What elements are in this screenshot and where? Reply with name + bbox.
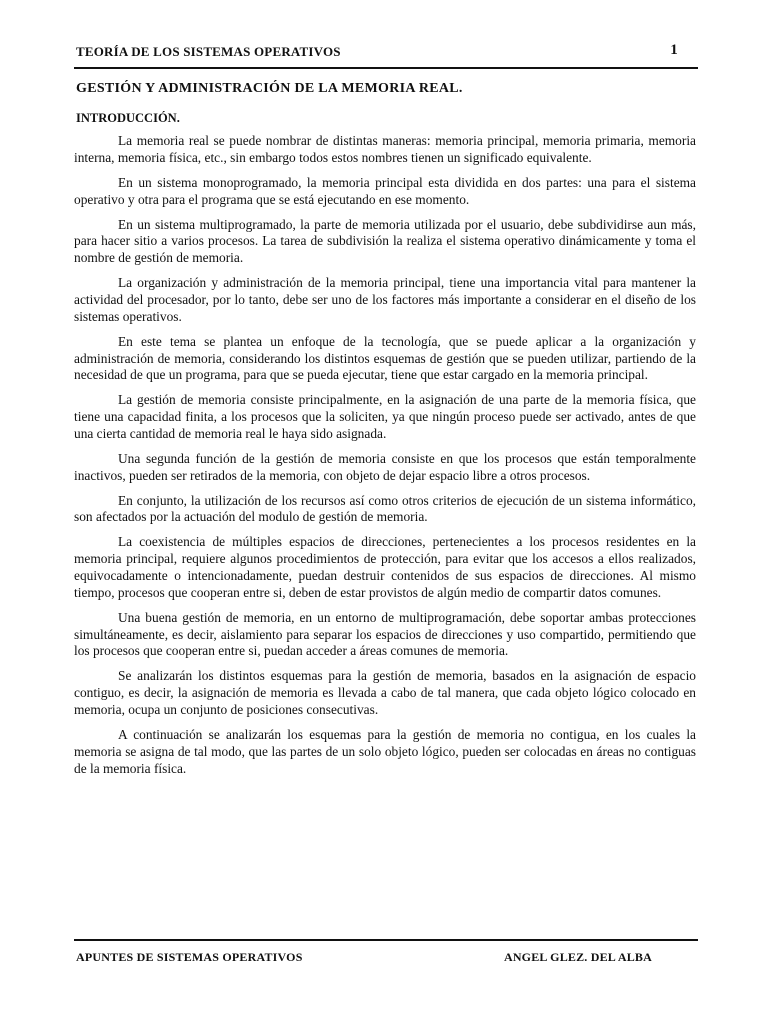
paragraph: La gestión de memoria consiste principalmente, en la asignación de una parte de la memoria física, que tiene una capacidad finita, a los procesos que la soliciten, ya que ningún proceso puede ser activado, antes de que una cierta cantidad de memoria real le haya sido asignada.	[74, 392, 696, 441]
paragraph: La organización y administración de la memoria principal, tiene una importancia vital para mantener la actividad del procesador, por lo tanto, debe ser uno de los factores más importante a considerar en el diseño de los sistemas operativos.	[74, 275, 696, 324]
header-title: TEORÍA DE LOS SISTEMAS OPERATIVOS	[76, 44, 341, 59]
paragraph: Una segunda función de la gestión de memoria consiste en que los procesos que están temporalmente inactivos, pueden ser retirados de la memoria, con objeto de dejar espacio libre a otros procesos.	[74, 450, 696, 483]
document-page	[74, 0, 698, 1024]
paragraph: La coexistencia de múltiples espacios de direcciones, pertenecientes a los procesos residentes en la memoria principal, requiere algunos procedimientos de protección, para evitar que los accesos a ellos realizados, equivocadamente o intencionadamente, puedan destruir contenidos de sus espacios de direcciones. Al mismo tiempo, procesos que cooperan entre si, deben de estar provistos de algún medio de compartir datos comunes.	[74, 534, 696, 600]
paragraph: En conjunto, la utilización de los recursos así como otros criterios de ejecución de un sistema informático, son afectados por la actuación del modulo de gestión de memoria.	[74, 492, 696, 525]
paragraph: En un sistema multiprogramado, la parte de memoria utilizada por el usuario, debe subdividirse aun más, para hacer sitio a varios procesos. La tarea de subdivisión la realiza el sistema operativo dinámicamente y toma el nombre de gestión de memoria.	[74, 216, 696, 266]
paragraph: En este tema se plantea un enfoque de la tecnología, que se puede aplicar a la organización y administración de memoria, considerando los distintos esquemas de gestión que se pueden utilizar, partiendo de la necesidad de que un programa, para que se pueda ejecutar, tiene que estar cargado en la memoria principal.	[74, 333, 696, 383]
header-rule	[74, 67, 698, 69]
footer-author: ANGEL GLEZ. DEL ALBA	[503, 950, 652, 964]
paragraph: En un sistema monoprogramado, la memoria principal esta dividida en dos partes: una para el sistema operativo y otra para el programa que se está ejecutando en ese momento.	[74, 174, 696, 207]
document-title: GESTIÓN Y ADMINISTRACIÓN DE LA MEMORIA REAL.	[76, 81, 463, 96]
paragraph: Se analizarán los distintos esquemas para la gestión de memoria, basados en la asignación de espacio contiguo, es decir, la asignación de memoria es llevada a cabo de tal manera, que cada objeto lógico colocado en memoria, ocupa un conjunto de posiciones consecutivas.	[74, 668, 696, 717]
section-heading: INTRODUCCIÓN.	[76, 111, 180, 125]
page-number: 1	[670, 42, 678, 58]
paragraph: A continuación se analizarán los esquemas para la gestión de memoria no contigua, en los cuales la memoria se asigna de tal modo, que las partes de un solo objeto lógico, pueden ser colocadas en áreas no contiguas de la memoria física.	[74, 726, 696, 776]
footer-course-title: APUNTES DE SISTEMAS OPERATIVOS	[76, 950, 303, 964]
paragraph: Una buena gestión de memoria, en un entorno de multiprogramación, debe soportar ambas protecciones simultáneamente, es decir, aislamiento para separar los espacios de direcciones y uso compartido, permitiendo que los procesos que cooperan entre si, puedan acceder a áreas comunes de memoria.	[74, 609, 696, 659]
paragraph: La memoria real se puede nombrar de distintas maneras: memoria principal, memoria primaria, memoria interna, memoria física, etc., sin embargo todos estos nombres tienen un significado equivalente.	[74, 133, 696, 165]
body-text	[74, 133, 696, 786]
footer-rule	[74, 939, 698, 941]
